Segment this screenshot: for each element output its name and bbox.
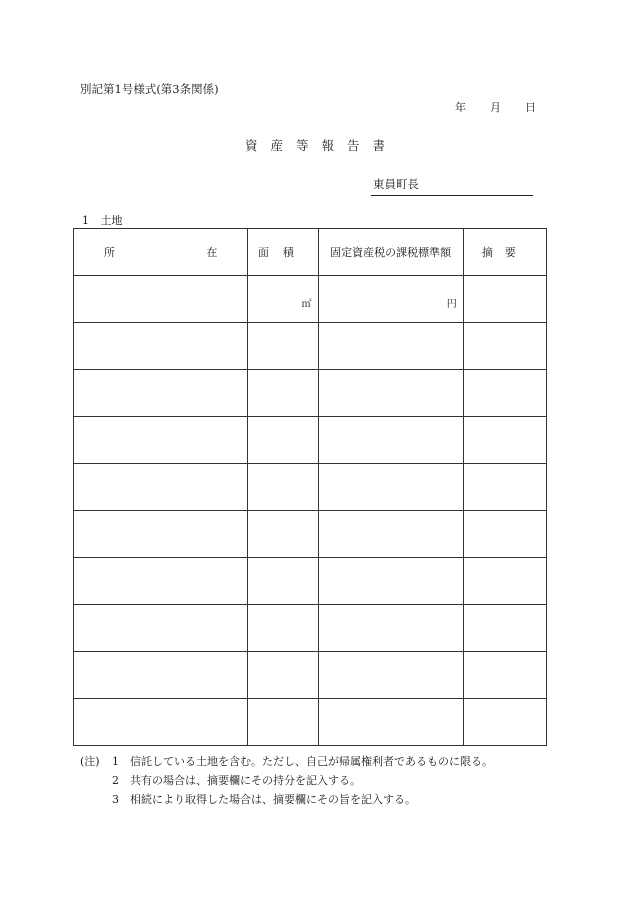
table-row xyxy=(74,558,547,605)
cell-area[interactable] xyxy=(248,370,318,417)
cell-area[interactable] xyxy=(248,323,318,370)
cell-location[interactable] xyxy=(74,417,248,464)
header-area: 面積 xyxy=(248,229,318,276)
header-location-char-1: 所 xyxy=(104,246,115,259)
cell-location[interactable] xyxy=(74,511,248,558)
cell-remarks[interactable] xyxy=(463,370,546,417)
header-tax-value: 固定資産税の課税標準額 xyxy=(318,229,463,276)
cell-tax-value[interactable] xyxy=(318,605,463,652)
cell-location[interactable] xyxy=(74,652,248,699)
note-number: 1 xyxy=(112,755,119,768)
cell-area[interactable] xyxy=(248,699,318,746)
area-unit-label: ㎡ xyxy=(301,299,312,310)
cell-remarks[interactable] xyxy=(463,464,546,511)
cell-location[interactable] xyxy=(74,558,248,605)
note-text: 共有の場合は、摘要欄にその持分を記入する。 xyxy=(130,774,361,787)
table-row xyxy=(74,417,547,464)
table-row xyxy=(74,511,547,558)
section-heading-land: 1 土地 xyxy=(82,214,123,227)
cell-tax-value[interactable] xyxy=(318,370,463,417)
note-text: 信託している土地を含む。ただし、自己が帰属権利者であるものに限る。 xyxy=(130,755,493,768)
header-location xyxy=(74,229,248,276)
recipient-name: 東員町長 xyxy=(373,177,419,191)
cell-area[interactable] xyxy=(248,276,318,323)
date-day-label: 日 xyxy=(525,101,536,114)
table-row xyxy=(74,605,547,652)
cell-area[interactable] xyxy=(248,652,318,699)
notes-prefix: (注) xyxy=(80,755,100,768)
cell-location[interactable] xyxy=(74,699,248,746)
note-item xyxy=(80,752,493,771)
note-item xyxy=(80,790,493,809)
table-header-row xyxy=(74,229,547,276)
cell-remarks[interactable] xyxy=(463,699,546,746)
date-month-label: 月 xyxy=(490,101,501,114)
cell-tax-value[interactable] xyxy=(318,276,463,323)
form-number: 別記第1号様式(第3条関係) xyxy=(80,82,219,96)
cell-area[interactable] xyxy=(248,511,318,558)
note-text: 相続により取得した場合は、摘要欄にその旨を記入する。 xyxy=(130,793,416,806)
table-row xyxy=(74,323,547,370)
document-title: 資産等報告書 xyxy=(244,138,398,153)
table-row xyxy=(74,464,547,511)
cell-tax-value[interactable] xyxy=(318,699,463,746)
land-asset-table xyxy=(73,228,547,746)
cell-location[interactable] xyxy=(74,370,248,417)
table-row xyxy=(74,652,547,699)
notes-section xyxy=(80,752,493,809)
cell-location[interactable] xyxy=(74,276,248,323)
cell-area[interactable] xyxy=(248,417,318,464)
cell-location[interactable] xyxy=(74,464,248,511)
cell-remarks[interactable] xyxy=(463,276,546,323)
note-number: 2 xyxy=(112,774,119,787)
cell-location[interactable] xyxy=(74,605,248,652)
date-year-label: 年 xyxy=(455,101,466,114)
table-row xyxy=(74,699,547,746)
table-row xyxy=(74,276,547,323)
note-number: 3 xyxy=(112,793,119,806)
cell-tax-value[interactable] xyxy=(318,652,463,699)
cell-tax-value[interactable] xyxy=(318,558,463,605)
cell-location[interactable] xyxy=(74,323,248,370)
table-row xyxy=(74,370,547,417)
cell-remarks[interactable] xyxy=(463,605,546,652)
header-remarks: 摘要 xyxy=(463,229,546,276)
cell-area[interactable] xyxy=(248,558,318,605)
cell-remarks[interactable] xyxy=(463,417,546,464)
recipient-underline xyxy=(371,195,533,196)
cell-area[interactable] xyxy=(248,605,318,652)
cell-remarks[interactable] xyxy=(463,652,546,699)
note-item xyxy=(80,771,493,790)
cell-remarks[interactable] xyxy=(463,558,546,605)
cell-remarks[interactable] xyxy=(463,323,546,370)
cell-tax-value[interactable] xyxy=(318,417,463,464)
yen-unit-label: 円 xyxy=(446,299,457,310)
cell-tax-value[interactable] xyxy=(318,464,463,511)
cell-tax-value[interactable] xyxy=(318,323,463,370)
header-location-char-2: 在 xyxy=(206,246,218,259)
cell-tax-value[interactable] xyxy=(318,511,463,558)
cell-remarks[interactable] xyxy=(463,511,546,558)
cell-area[interactable] xyxy=(248,464,318,511)
